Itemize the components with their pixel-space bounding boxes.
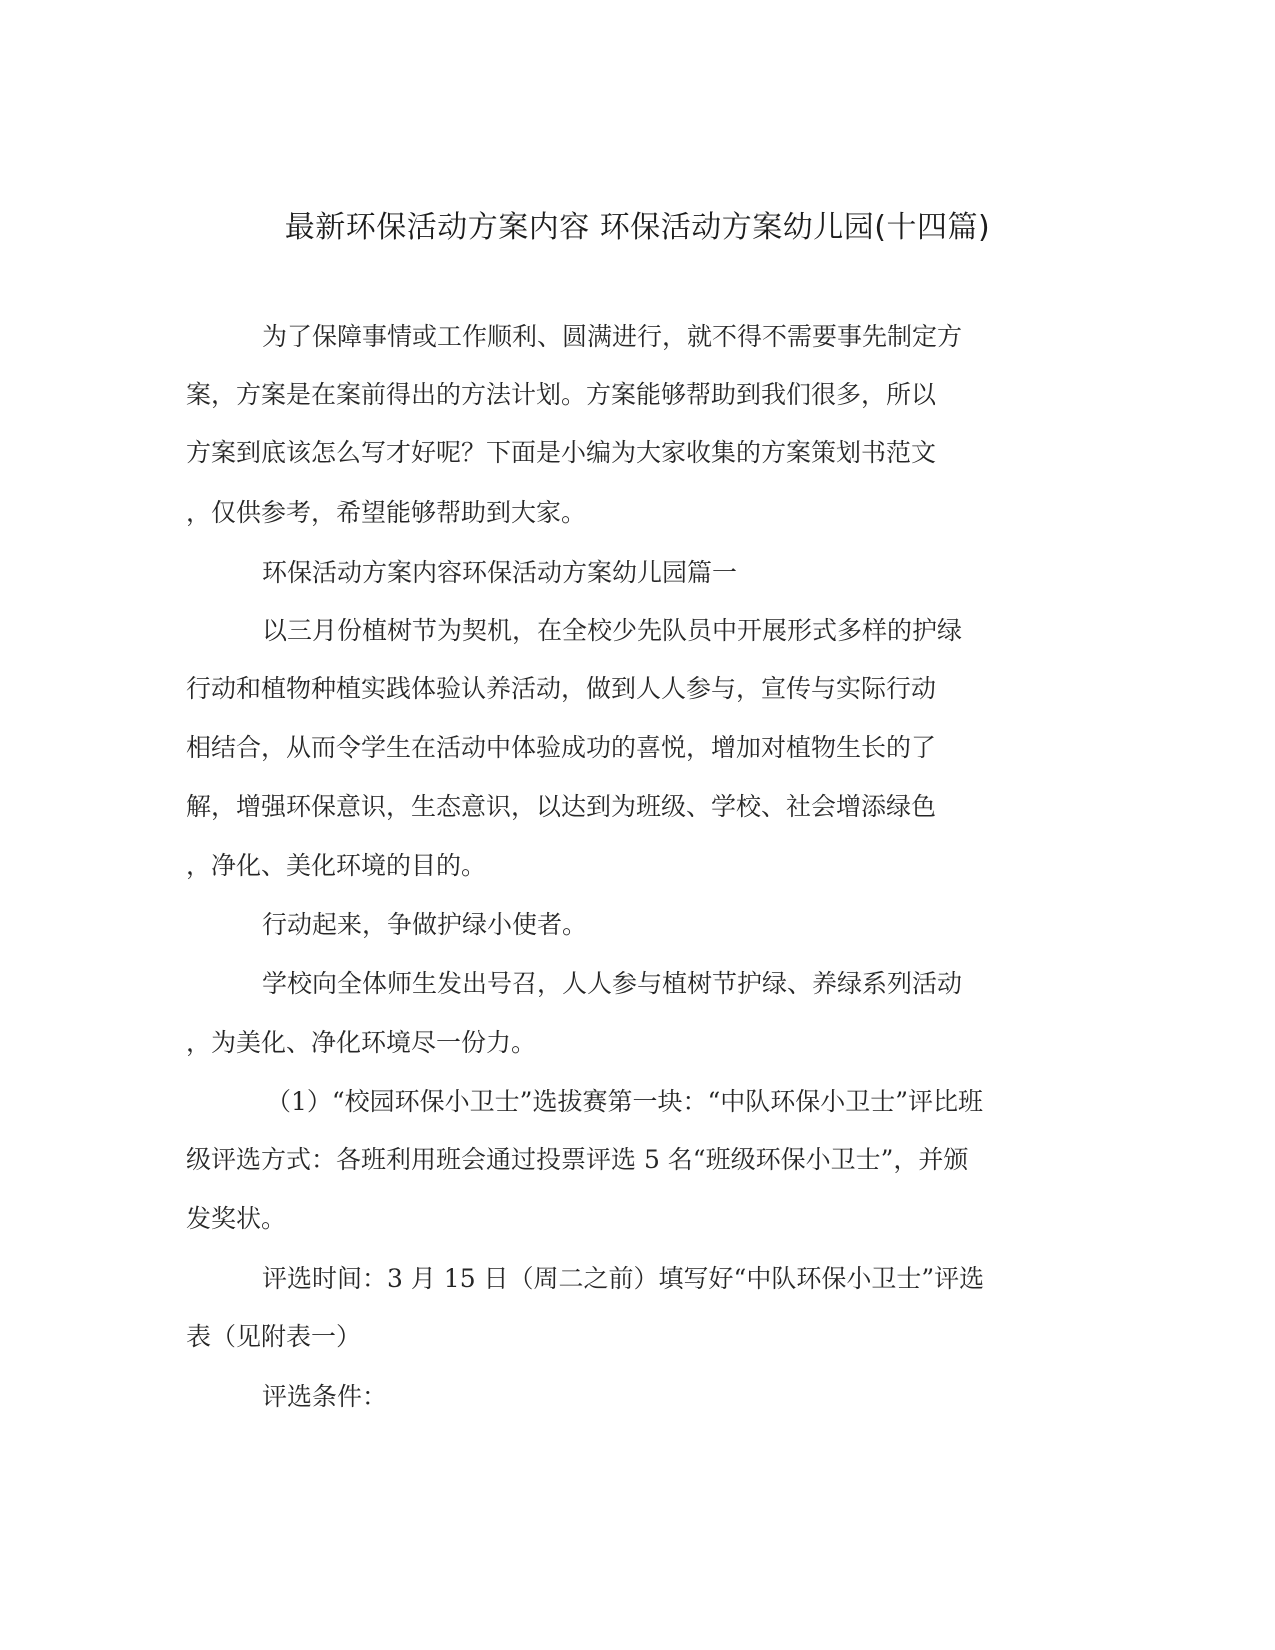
paragraph-line: 行动和植物种植实践体验认养活动，做到人人参与，宣传与实际行动: [186, 674, 937, 703]
paragraph-line: 评选时间：3 月 15 日（周二之前）填写好“中队环保小卫士”评选: [262, 1264, 985, 1293]
paragraph-line: ，为美化、净化环境尽一份力。: [186, 1028, 537, 1057]
paragraph-line: ，仅供参考，希望能够帮助到大家。: [186, 498, 587, 527]
section-heading: 环保活动方案内容环保活动方案幼儿园篇一: [262, 558, 738, 587]
paragraph-line: （1）“校园环保小卫士”选拔赛第一块：“中队环保小卫士”评比班: [266, 1087, 984, 1116]
paragraph-line: 学校向全体师生发出号召，人人参与植树节护绿、养绿系列活动: [262, 969, 963, 998]
paragraph-line: 发奖状。: [186, 1204, 287, 1233]
paragraph-line: 解，增强环保意识，生态意识，以达到为班级、学校、社会增添绿色: [186, 792, 937, 821]
paragraph-line: 方案到底该怎么写才好呢？下面是小编为大家收集的方案策划书范文: [186, 438, 937, 467]
paragraph-line: 相结合，从而令学生在活动中体验成功的喜悦，增加对植物生长的了: [186, 733, 937, 762]
paragraph-line: 行动起来，争做护绿小使者。: [262, 910, 588, 939]
document-title: 最新环保活动方案内容 环保活动方案幼儿园(十四篇): [284, 210, 991, 245]
paragraph-line: ，净化、美化环境的目的。: [186, 851, 487, 880]
paragraph-line: 为了保障事情或工作顺利、圆满进行，就不得不需要事先制定方: [262, 322, 963, 351]
paragraph-line: 案，方案是在案前得出的方法计划。方案能够帮助到我们很多，所以: [186, 380, 937, 409]
paragraph-line: 级评选方式：各班利用班会通过投票评选 5 名“班级环保小卫士”，并颁: [186, 1145, 969, 1174]
paragraph-line: 评选条件：: [262, 1382, 388, 1411]
paragraph-line: 表（见附表一）: [186, 1322, 362, 1351]
paragraph-line: 以三月份植树节为契机，在全校少先队员中开展形式多样的护绿: [262, 616, 963, 645]
